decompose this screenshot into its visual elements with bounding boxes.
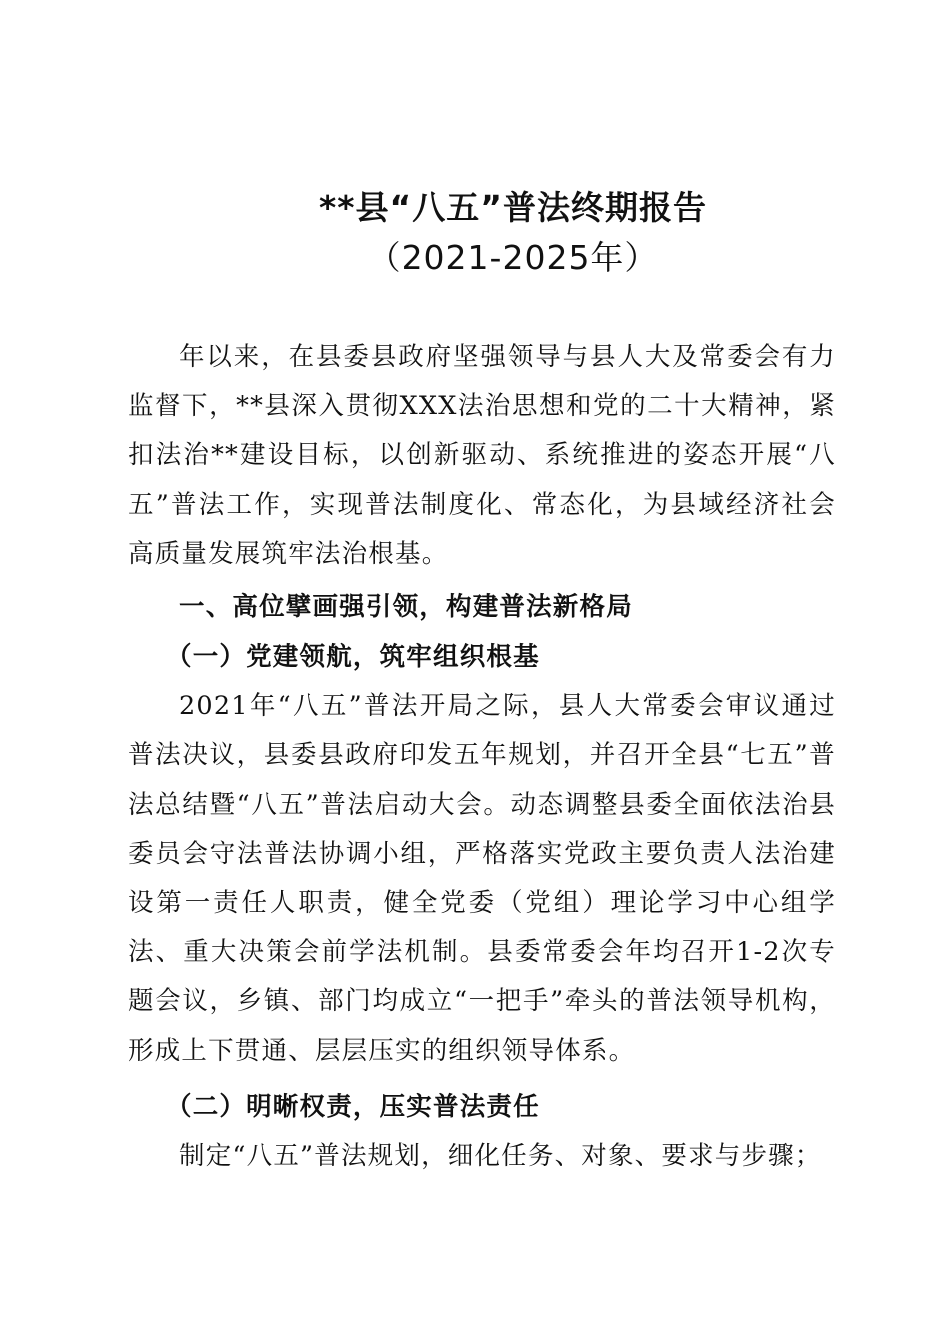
- subsection-1-block: [128, 633, 836, 1076]
- intro-paragraph: 年以来，在县委县政府坚强领导与县人大及常委会有力监督下，**县深入贯彻XXX法治思想和党的二十大精神，紧扣法治**建设目标，以创新驱动、系统推进的姿态开展“八五”普法工作，实现普法制度化、常态化，为县域经济社会高质量发展筑牢法治根基。: [128, 342, 836, 569]
- document-subtitle-years: （2021-2025年）: [367, 238, 659, 277]
- body-paragraph-1: 2021年“八五”普法开局之际，县人大常委会审议通过普法决议，县委县政府印发五年规划，并召开全县“七五”普法总结暨“八五”普法启动大会。动态调整县委全面依法治县委员会守法普法协调小组，严格落实党政主要负责人法治建设第一责任人职责，健全党委（党组）理论学习中心组学法、重大决策会前学法机制。县委常委会年均召开1-2次专题会议，乡镇、部门均成立“一把手”牵头的普法领导机构，形成上下贯通、层层压实的组织领导体系。: [128, 691, 836, 1066]
- intro-block: [128, 333, 836, 579]
- subsection-heading-2: （二）明晰权责，压实普法责任: [166, 1092, 540, 1122]
- section-heading-1: 一、高位擘画强引领，构建普法新格局: [179, 592, 633, 622]
- subsection-heading-1: （一）党建领航，筑牢组织根基: [166, 642, 540, 672]
- section-heading-block: [128, 583, 836, 632]
- document-title: **县“八五”普法终期报告: [319, 188, 707, 227]
- subsection-2-block: [128, 1083, 836, 1181]
- body-paragraph-2: 制定“八五”普法规划，细化任务、对象、要求与步骤；: [179, 1141, 822, 1172]
